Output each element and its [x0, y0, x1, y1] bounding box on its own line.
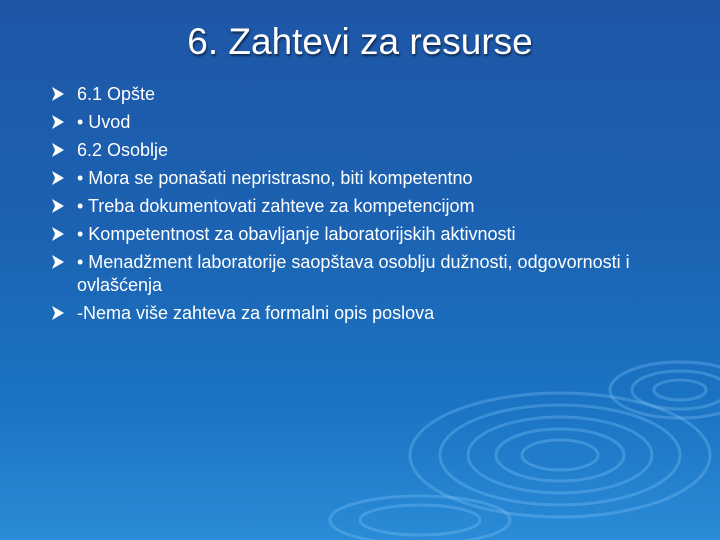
bullet-text: • Mora se ponašati nepristrasno, biti kompetentno: [77, 168, 473, 188]
bullet-item: [52, 251, 692, 297]
slide-title: 6. Zahtevi za resurse: [187, 21, 533, 62]
bullet-text: • Kompetentnost za obavljanje laboratorijskih aktivnosti: [77, 224, 516, 244]
bullet-text: • Uvod: [77, 112, 131, 132]
arrowhead-bullet-icon: [52, 199, 66, 213]
bullet-text: 6.2 Osoblje: [77, 140, 169, 160]
arrowhead-bullet-icon: [52, 115, 66, 129]
bullet-list: [52, 83, 692, 330]
arrowhead-bullet-icon: [52, 306, 66, 320]
arrowhead-bullet-icon: [52, 255, 66, 269]
bullet-item: [52, 83, 692, 106]
bullet-item: [52, 167, 692, 190]
bullet-text: • Menadžment laboratorije saopštava osoblju dužnosti, odgovornosti i ovlašćenja: [77, 252, 630, 295]
bullet-item: [52, 195, 692, 218]
bullet-text: • Treba dokumentovati zahteve za kompetencijom: [77, 196, 475, 216]
bullet-item: [52, 139, 692, 162]
bullet-item: [52, 223, 692, 246]
arrowhead-bullet-icon: [52, 171, 66, 185]
arrowhead-bullet-icon: [52, 227, 66, 241]
bullet-item: [52, 111, 692, 134]
bullet-text: -Nema više zahteva za formalni opis poslova: [77, 303, 435, 323]
arrowhead-bullet-icon: [52, 143, 66, 157]
arrowhead-bullet-icon: [52, 87, 66, 101]
bullet-text: 6.1 Opšte: [77, 84, 156, 104]
bullet-item: [52, 302, 692, 325]
